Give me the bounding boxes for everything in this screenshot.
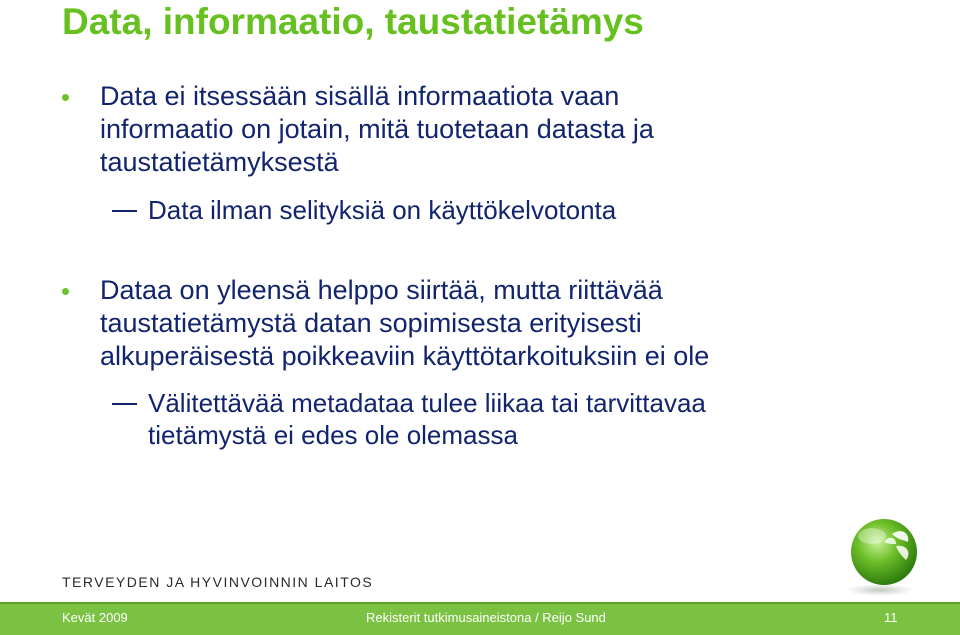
bullet-dot-icon: [62, 94, 69, 101]
bullet-2-line-2: taustatietämystä datan sopimisesta erityisesti: [100, 308, 642, 338]
bullet-1: [100, 80, 900, 179]
green-leaf-sphere-icon: [834, 514, 930, 598]
bullet-2-sub-1-line-1: Välitettävää metadataa tulee liikaa tai tarvittavaa: [148, 388, 706, 418]
bullet-2: [100, 274, 900, 373]
bullet-2-line-3: alkuperäisestä poikkeaviin käyttötarkoituksiin ei ole: [100, 341, 710, 371]
bullet-2-line-1: Dataa on yleensä helppo siirtää, mutta riittävää: [100, 275, 663, 305]
bullet-2-sub-1-line-2: tietämystä ei edes ole olemassa: [148, 420, 518, 450]
bullet-dot-icon: [62, 288, 69, 295]
bullet-2-sub-1: [148, 387, 888, 451]
bullet-1-line-3: taustatietämyksestä: [100, 147, 339, 177]
bullet-1-line-1: Data ei itsessään sisällä informaatiota vaan: [100, 81, 620, 111]
footer-page-number: 11: [884, 610, 898, 625]
dash-bullet-icon: [112, 403, 137, 405]
org-logo-text: TERVEYDEN JA HYVINVOINNIN LAITOS: [62, 574, 374, 590]
dash-bullet-icon: [112, 210, 137, 212]
footer-presentation-title: Rekisterit tutkimusaineistona / Reijo Sund: [366, 610, 606, 625]
bullet-1-sub-1: [148, 194, 888, 226]
slide-title: Data, informaatio, taustatietämys: [62, 1, 644, 42]
bullet-1-line-2: informaatio on jotain, mitä tuotetaan datasta ja: [100, 114, 654, 144]
bullet-1-sub-1-line-1: Data ilman selityksiä on käyttökelvotonta: [148, 195, 617, 225]
footer-date: Kevät 2009: [62, 610, 128, 625]
